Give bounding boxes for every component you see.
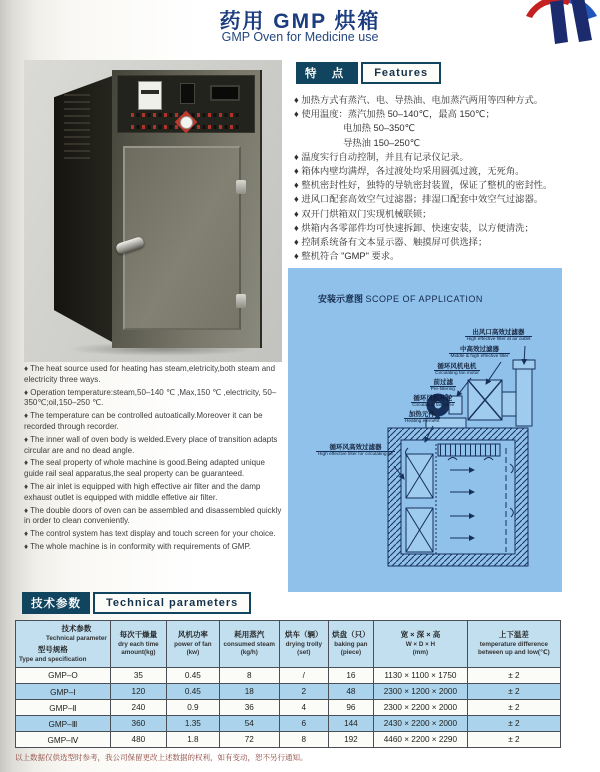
- model-cell: GMP–Ⅳ: [16, 732, 111, 748]
- door-hinge-top: [236, 180, 246, 194]
- diagram-label-circulating-filter: 循环风高效过滤器 High effective filter for circulating air: [317, 444, 394, 458]
- chinese-feature-item: ♦ 控制系统备有文本显示器、触摸屏可供选择；: [294, 237, 488, 248]
- spec-table: [15, 620, 561, 748]
- spec-table-row: GMP–Ⅱ 240 0.9 36 4 96 2300 × 2200 × 2000 ± 2: [16, 700, 561, 716]
- english-feature-item: ♦ The temperature can be controlled autoatically.Moreover it can be recorded through recorder.: [24, 411, 263, 431]
- features-badge-en: Features: [361, 62, 441, 84]
- diagram-label-fan-motor: 循环风机电机 Circulating fan motor: [435, 363, 479, 377]
- page-subtitle: GMP Oven for Medicine use: [221, 30, 379, 44]
- chinese-feature-item: ♦ 温度实行自动控制，并且有记录仪记录。: [294, 151, 469, 162]
- chinese-feature-item: ♦ 烘箱内各零部件均可快速拆卸、快速安装，以方便清洗；: [294, 222, 534, 233]
- spec-table-header-row: [16, 621, 561, 668]
- door-hinge-bottom: [236, 294, 246, 308]
- chinese-feature-item: ♦ 使用温度：蒸汽加热 50–140℃，最高 150℃；: [294, 109, 495, 120]
- diagram-label-fan-vane: 循环风机叶轮 Circulating fan vane: [411, 395, 454, 409]
- oven-vent-slats: [64, 94, 90, 164]
- features-badge-zh: 特 点: [296, 62, 358, 84]
- model-cell: GMP–Ⅰ: [16, 684, 111, 700]
- tech-badge-en: Technical parameters: [93, 592, 251, 614]
- col-header-baking-pan: 烘盘（只） baking pan (piece): [328, 621, 373, 668]
- english-feature-item: ♦ The air inlet is equipped with high effective air filter and the damp exhaust outlet is equipped with middle effetive air filter.: [24, 481, 261, 502]
- pressure-gauge-icon: [180, 116, 193, 129]
- english-feature-item: ♦ The control system has text display and touch screen for your choice.: [24, 529, 276, 539]
- col-header-consumed-steam: 耗用蒸汽 consumed steam (kg/h): [219, 621, 279, 668]
- english-feature-item: ♦ The double doors of oven can be assembled and disassembled quickly in order to clean conveniently.: [24, 505, 282, 526]
- diagram-title-en: SCOPE OF APPLICATION: [365, 294, 483, 304]
- english-feature-list: [24, 364, 286, 555]
- diagram-label-heating-element: 加热元件 Heating element: [404, 411, 440, 425]
- english-feature-item: ♦ The inner wall of oven body is welded.Every place of transition adapts circular are and no dead angle.: [24, 434, 278, 455]
- temperature-display: [210, 85, 240, 101]
- spec-table-row: GMP–Ⅳ 480 1.8 72 8 192 4460 × 2200 × 2290 ± 2: [16, 732, 561, 748]
- recorder-slot: [141, 90, 159, 94]
- model-cell: GMP–O: [16, 668, 111, 684]
- spec-table-row: GMP–Ⅲ 360 1.35 54 6 144 2430 × 2200 × 2000 ± 2: [16, 716, 561, 732]
- chinese-feature-item: ♦ 进风口配套高效空气过滤器；排湿口配套中效空气过滤器。: [294, 194, 544, 205]
- oven-door: [123, 146, 241, 330]
- col-header-dry-amount: 每次干燥量 dry each time amount(kg): [110, 621, 166, 668]
- chinese-feature-item: ♦ 双开门烘箱双门实现机械联锁；: [294, 208, 432, 219]
- chinese-feature-item: 电加热 50–350℃: [294, 123, 416, 134]
- chinese-feature-list: [294, 93, 598, 263]
- oven-photo: [24, 60, 282, 362]
- door-handle: [115, 236, 145, 255]
- english-feature-item: ♦ The heat source used for heating has steam,eletricity,both steam and electricity three ways.: [24, 364, 276, 384]
- model-cell: GMP–Ⅲ: [16, 716, 111, 732]
- installation-diagram-panel: [288, 268, 562, 592]
- footnote: 以上数据仅供选型时参考，我公司保留更改上述数据的权利，如有变动，恕不另行通知。: [15, 753, 308, 762]
- chinese-feature-item: ♦ 箱体内壁均满焊，各过渡处均采用圆弧过渡，无死角。: [294, 166, 525, 177]
- installation-diagram-drawing: [288, 268, 562, 592]
- english-feature-item: ♦ The whole machine is in conformity with requirements of GMP.: [24, 541, 251, 551]
- english-feature-item: ♦ The seal property of whole machine is good.Being adapted unique guide rail seal apparatus,the seal property can be guaranteed.: [24, 458, 265, 479]
- oven-control-panel: [117, 75, 255, 133]
- col-header-dimensions: 宽 × 深 × 高 W × D × H (mm): [374, 621, 468, 668]
- spec-table-corner-cell: 技术参数 Technical parameter 型号规格 Type and specification: [16, 621, 111, 668]
- tech-badge-zh: 技术参数: [22, 592, 90, 614]
- chinese-feature-item: ♦ 整机密封性好，独特的导轨密封装置，保证了整机的密封性。: [294, 180, 553, 191]
- diagram-title-zh: 安装示意图: [318, 294, 364, 304]
- model-cell: GMP–Ⅱ: [16, 700, 111, 716]
- col-header-fan-power: 风机功率 power of fan (kw): [166, 621, 219, 668]
- english-feature-item: ♦ Operation temperature:steam,50–140 ℃ ,Max,150 ℃ ,electricity, 50–350℃;oil,150–250 ℃.: [24, 387, 277, 408]
- page-title: 药用 GMP 烘箱: [219, 10, 381, 33]
- spec-table-row: GMP–Ⅰ 120 0.45 18 2 48 2300 × 1200 × 2000 ± 2: [16, 684, 561, 700]
- diagram-label-mid-high-filter: 中高效过滤器 Middle & high effective filter: [450, 346, 509, 360]
- chinese-feature-item: ♦ 加热方式有蒸汽、电、导热油、电加蒸汽两用等四种方式。: [294, 95, 544, 105]
- recorder-unit: [138, 81, 162, 110]
- col-header-drying-trolly: 烘车（辆） drying trolly (set): [279, 621, 328, 668]
- diagram-title: [318, 292, 483, 305]
- spec-table-row: GMP–O 35 0.45 8 / 16 1130 × 1100 × 1750 ± 2: [16, 668, 561, 684]
- diagram-label-pre-filter: 前过滤 Pre-filtering: [431, 379, 456, 393]
- chinese-feature-item: 导热油 150–250℃: [294, 137, 421, 148]
- features-header: [296, 62, 441, 84]
- diagram-label-outlet-filter: 出风口高效过滤器 High effective filter at air outlet: [466, 329, 531, 343]
- technical-parameters-header: [22, 592, 251, 614]
- company-logo-icon: [522, 0, 598, 48]
- chinese-feature-item: ♦ 整机符合 "GMP" 要求。: [294, 251, 400, 262]
- oven-front-panel: [112, 70, 262, 348]
- col-header-temp-difference: 上下温差 temperature difference between up and low(℃): [467, 621, 560, 668]
- controller-display: [180, 83, 195, 104]
